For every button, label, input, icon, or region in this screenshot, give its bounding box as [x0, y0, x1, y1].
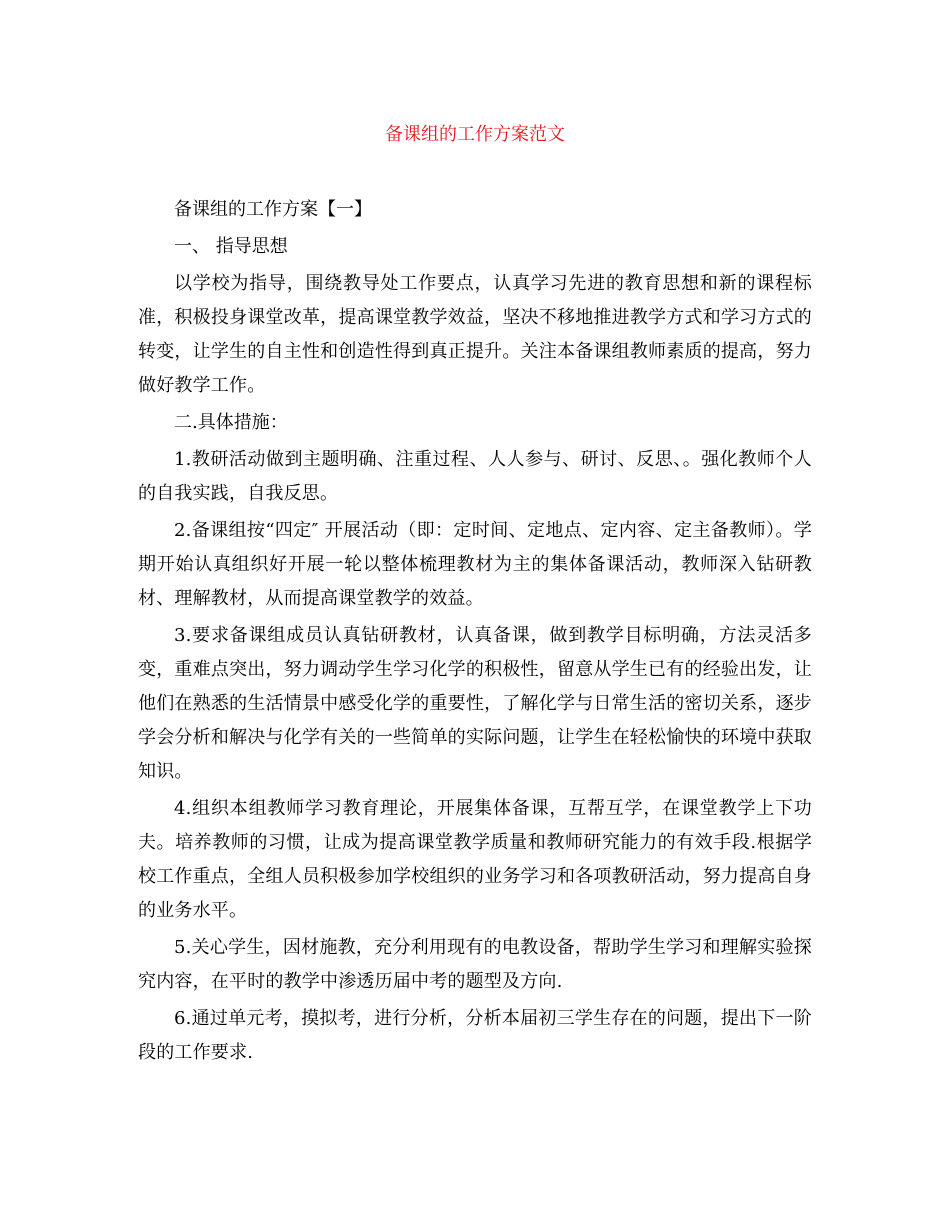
- document-body: [138, 193, 812, 1073]
- measure-item-2: 2.备课组按“四定″ 开展活动（即：定时间、定地点、定内容、定主备教师）。学期开始认真组织好开展一轮以整体梳理教材为主的集体备课活动，教师深入钻研教材、理解教材，从而提高课堂教学的效益。: [138, 520, 812, 609]
- document-title: 备课组的工作方案范文: [385, 124, 565, 145]
- measure-item-4: 4.组织本组教师学习教育理论，开展集体备课，互帮互学，在课堂教学上下功夫。培养教师的习惯，让成为提高课堂教学质量和教师研究能力的有效手段.根据学校工作重点，全组人员积极参加学校组织的业务学习和各项教研活动，努力提高自身的业务水平。: [138, 798, 812, 921]
- section-heading: 备课组的工作方案【一】: [174, 199, 372, 220]
- measure-item-3: 3.要求备课组成员认真钻研教材，认真备课，做到教学目标明确，方法灵活多变，重难点突出，努力调动学生学习化学的积极性，留意从学生已有的经验出发，让他们在熟悉的生活情景中感受化学的重要性，了解化学与日常生活的密切关系，逐步学会分析和解决与化学有关的一些简单的实际问题，让学生在轻松愉快的环境中获取知识。: [138, 625, 812, 782]
- part2-heading: 二.具体措施：: [174, 412, 288, 433]
- part1-heading: 一、 指导思想: [174, 236, 288, 257]
- measure-item-1: 1.教研活动做到主题明确、注重过程、人人参与、研讨、反思、。强化教师个人的自我实践，自我反思。: [138, 449, 812, 504]
- measure-item-6: 6.通过单元考，摸拟考，进行分析，分析本届初三学生存在的问题，提出下一阶段的工作要求.: [138, 1008, 812, 1063]
- measure-item-5: 5.关心学生，因材施教，充分利用现有的电教设备，帮助学生学习和理解实验探究内容，在平时的教学中渗透历届中考的题型及方向.: [138, 937, 812, 992]
- part1-paragraph: 以学校为指导，围绕教导处工作要点，认真学习先进的教育思想和新的课程标准，积极投身课堂改革，提高课堂教学效益，坚决不移地推进教学方式和学习方式的转变，让学生的自主性和创造性得到真正提升。关注本备课组教师素质的提高，努力做好教学工作。: [138, 273, 812, 396]
